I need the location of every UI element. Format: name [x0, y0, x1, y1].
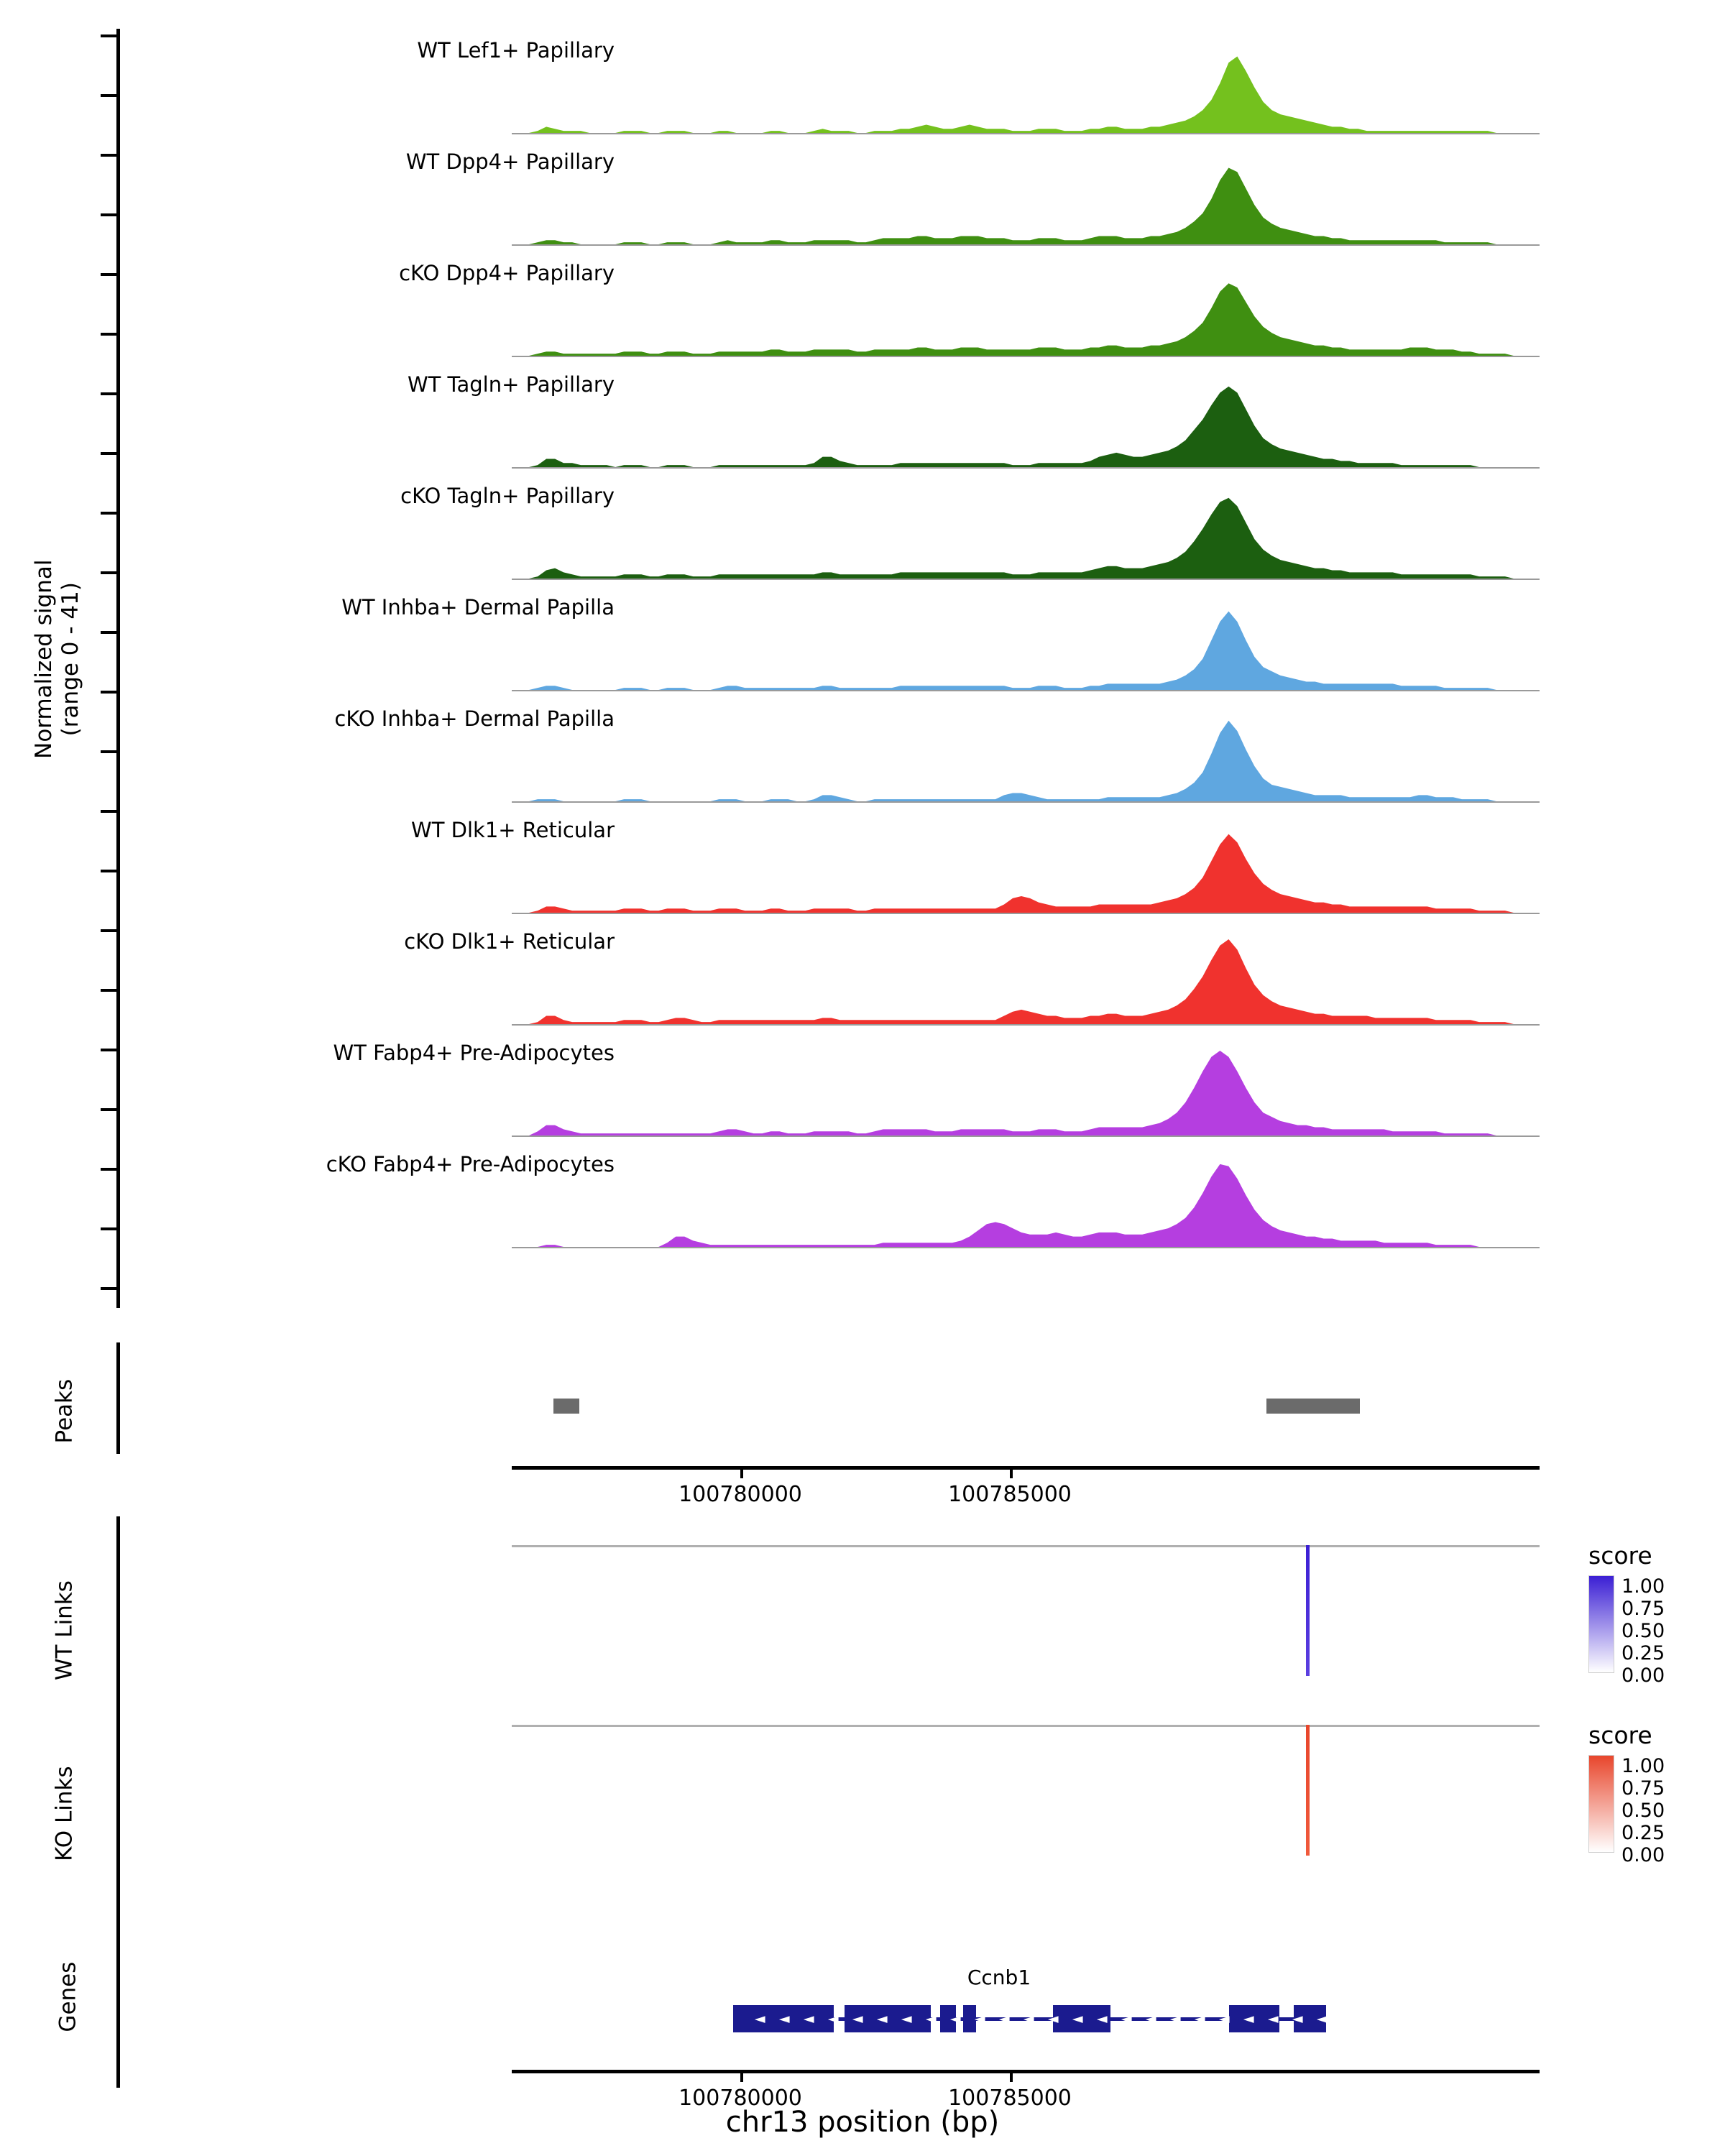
- ko-legend-title: score: [1588, 1721, 1652, 1749]
- x-axis-tick-label: 100785000: [948, 1482, 1072, 1507]
- x-axis-title: chr13 position (bp): [725, 2106, 1000, 2139]
- y-axis-tick: [101, 631, 116, 634]
- gene-strand-arrow-icon: ◄: [1317, 2011, 1328, 2027]
- y-axis-tick: [101, 810, 116, 813]
- gene-strand-arrow-icon: ◄: [755, 2011, 765, 2027]
- x-axis-tick-label: 100785000: [948, 2086, 1072, 2111]
- gene-strand-arrow-icon: ◄: [1121, 2011, 1132, 2027]
- y-axis-tick: [101, 392, 116, 395]
- gene-strand-arrow-icon: ◄: [1292, 2011, 1303, 2027]
- ko-legend-tick-0: 1.00: [1622, 1755, 1665, 1777]
- wt-legend-tick-2: 0.50: [1622, 1620, 1665, 1642]
- y-axis-tick: [101, 1049, 116, 1051]
- wt-legend-tick-1: 0.75: [1622, 1598, 1665, 1620]
- ko-legend-tick-4: 0.00: [1622, 1844, 1665, 1866]
- gene-strand-arrow-icon: ◄: [950, 2011, 961, 2027]
- y-axis-tick: [101, 94, 116, 97]
- track-label: cKO Tagln+ Papillary: [400, 484, 615, 508]
- y-axis-tick: [101, 750, 116, 753]
- gene-strand-arrow-icon: ◄: [1170, 2011, 1181, 2027]
- track-label: WT Inhba+ Dermal Papilla: [341, 595, 615, 619]
- x-axis-tick: [1010, 2073, 1013, 2082]
- y-axis-tick: [101, 1168, 116, 1171]
- track-label: WT Fabp4+ Pre-Adipocytes: [333, 1041, 615, 1065]
- y-axis-tick: [101, 34, 116, 37]
- y-axis-label-line2: (range 0 - 41): [58, 582, 83, 737]
- track-label: cKO Inhba+ Dermal Papilla: [334, 706, 615, 731]
- y-axis-tick: [101, 1287, 116, 1290]
- gene-strand-arrow-icon: ◄: [877, 2011, 888, 2027]
- gene-strand-arrow-icon: ◄: [999, 2011, 1010, 2027]
- genomic-axis-bottom: [512, 2070, 1540, 2073]
- y-axis-tick: [101, 1227, 116, 1230]
- wt-legend-tick-3: 0.25: [1622, 1642, 1665, 1664]
- gene-strand-arrow-icon: ◄: [1243, 2011, 1254, 2027]
- gene-strand-arrow-icon: ◄: [1048, 2011, 1059, 2027]
- y-axis-tick: [101, 1108, 116, 1111]
- y-axis-tick: [101, 333, 116, 336]
- track-label: WT Dlk1+ Reticular: [411, 818, 615, 842]
- x-axis-tick-label: 100780000: [678, 2086, 802, 2111]
- y-axis-tick: [101, 571, 116, 574]
- gene-name-label: Ccnb1: [967, 1966, 1031, 1989]
- gene-strand-arrow-icon: ◄: [779, 2011, 790, 2027]
- y-axis-tick: [101, 870, 116, 872]
- gene-strand-arrow-icon: ◄: [828, 2011, 839, 2027]
- wt-legend-title: score: [1588, 1542, 1652, 1570]
- peaks-label-text: Peaks: [51, 1378, 78, 1444]
- track-label: cKO Fabp4+ Pre-Adipocytes: [326, 1152, 615, 1176]
- y-axis-tick: [101, 989, 116, 992]
- y-axis-tick: [101, 213, 116, 216]
- y-axis-label-line1: Normalized signal: [30, 559, 57, 759]
- gene-strand-arrow-icon: ◄: [901, 2011, 912, 2027]
- gene-strand-arrow-icon: ◄: [852, 2011, 863, 2027]
- gene-strand-arrow-icon: ◄: [1072, 2011, 1083, 2027]
- gene-strand-arrow-icon: ◄: [975, 2011, 985, 2027]
- genes-label-text: Genes: [55, 1961, 81, 2032]
- y-axis-tick: [101, 273, 116, 276]
- wt-legend-tick-0: 1.00: [1622, 1575, 1665, 1598]
- y-axis-tick: [101, 512, 116, 515]
- gene-strand-arrow-icon: ◄: [1195, 2011, 1205, 2027]
- wt-legend-tick-4: 0.00: [1622, 1664, 1665, 1687]
- gene-strand-arrow-icon: ◄: [1146, 2011, 1156, 2027]
- wt-links-label-text: WT Links: [51, 1580, 78, 1681]
- y-axis-tick: [101, 691, 116, 694]
- ko-links-label-text: KO Links: [51, 1766, 78, 1861]
- ko-legend-tick-3: 0.25: [1622, 1822, 1665, 1844]
- track-label: cKO Dlk1+ Reticular: [404, 929, 615, 954]
- gene-strand-arrow-icon: ◄: [1024, 2011, 1034, 2027]
- gene-strand-arrow-icon: ◄: [1268, 2011, 1279, 2027]
- gene-strand-arrow-icon: ◄: [1097, 2011, 1108, 2027]
- gene-strand-arrow-icon: ◄: [804, 2011, 814, 2027]
- y-axis-tick: [101, 154, 116, 157]
- ko-legend-tick-1: 0.75: [1622, 1777, 1665, 1800]
- track-label: WT Tagln+ Papillary: [407, 372, 615, 397]
- gene-strand-arrow-icon: ◄: [1219, 2011, 1230, 2027]
- track-label: cKO Dpp4+ Papillary: [399, 261, 615, 285]
- y-axis-tick: [101, 452, 116, 455]
- track-label: WT Lef1+ Papillary: [417, 38, 615, 63]
- y-axis-tick: [101, 929, 116, 932]
- gene-strand-arrow-icon: ◄: [926, 2011, 937, 2027]
- ko-legend-tick-2: 0.50: [1622, 1800, 1665, 1822]
- x-axis-tick-label: 100780000: [678, 1482, 802, 1507]
- x-axis-tick: [740, 2073, 743, 2082]
- track-label: WT Dpp4+ Papillary: [405, 149, 615, 174]
